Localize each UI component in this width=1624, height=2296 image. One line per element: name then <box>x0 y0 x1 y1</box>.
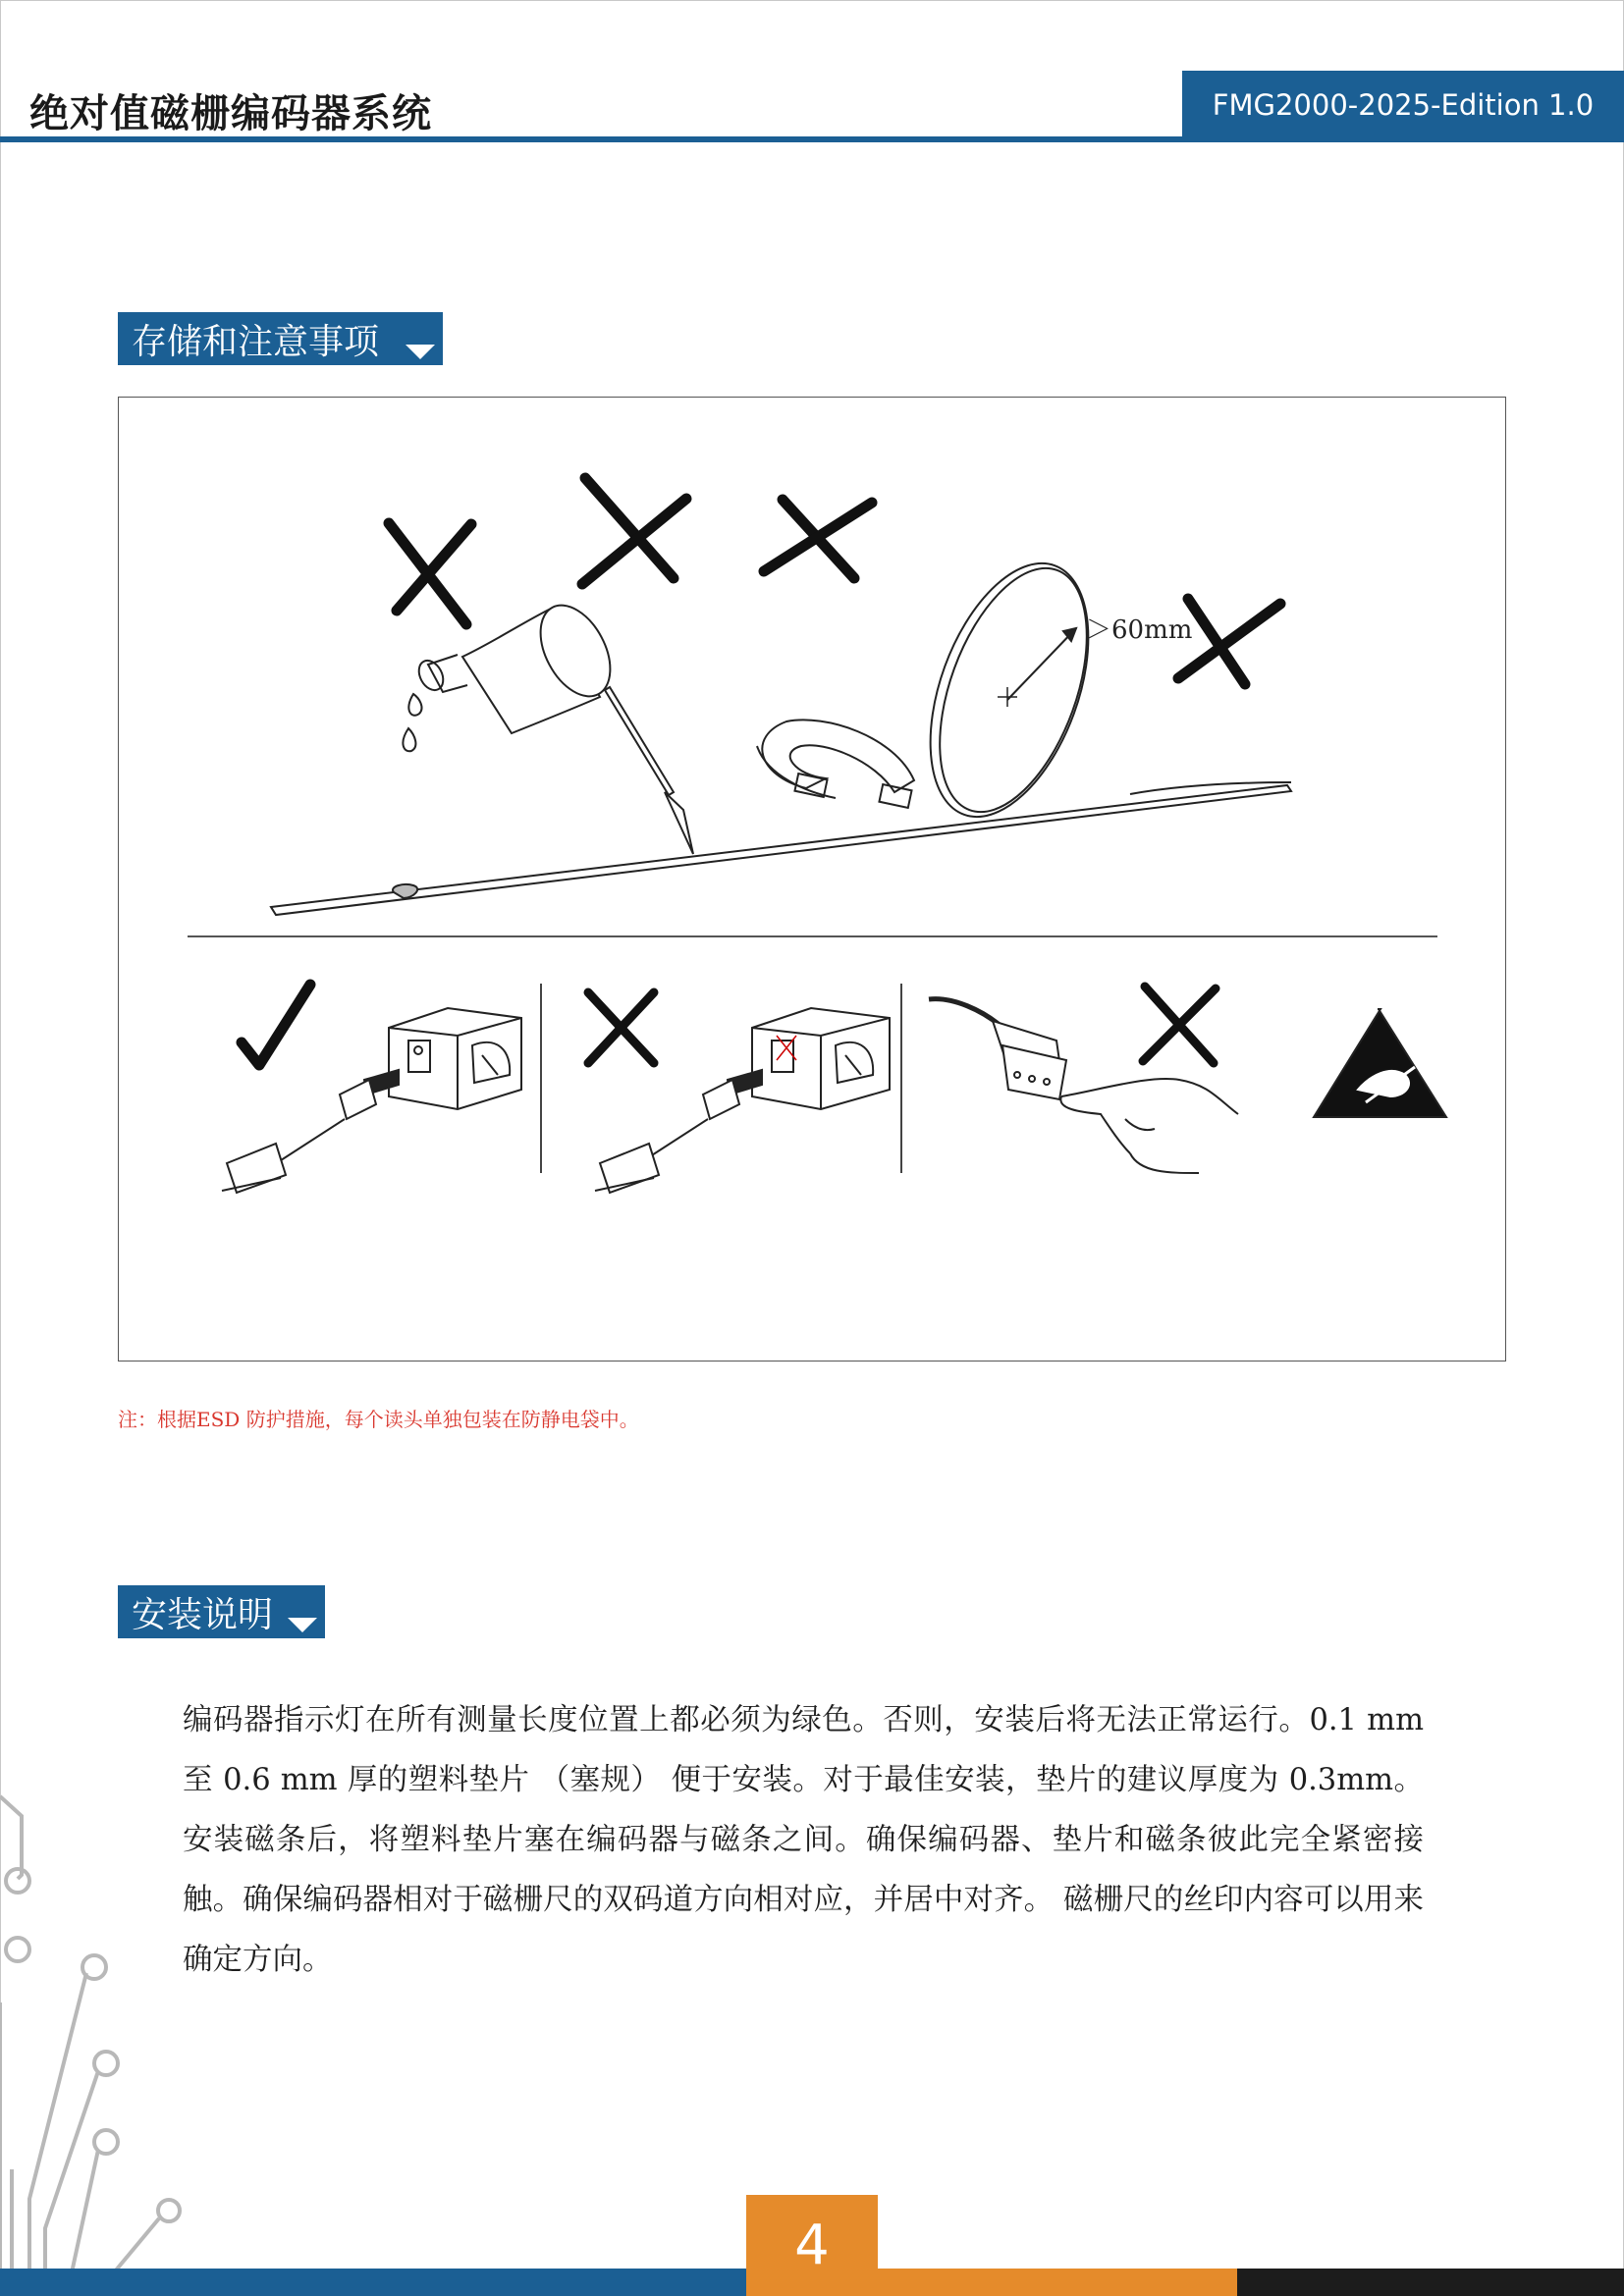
section-heading-storage <box>118 312 443 365</box>
scale-tape <box>271 782 1291 915</box>
page-number: 4 <box>746 2195 878 2296</box>
edition-badge: FMG2000-2025-Edition 1.0 <box>1182 71 1624 139</box>
triangle-down-icon <box>406 345 435 359</box>
encoder-cable-icon <box>222 1070 399 1193</box>
precautions-illustration <box>119 398 1507 1362</box>
cross-mark-icon <box>389 523 471 624</box>
circuit-decoration <box>0 1787 196 2277</box>
footer-bar-blue <box>0 2269 746 2296</box>
dimension-label: ＞60mm <box>1086 615 1193 645</box>
cross-mark-icon <box>1143 987 1216 1063</box>
esd-warning-icon <box>1314 1009 1446 1117</box>
section-heading-label: 存储和注意事项 <box>132 321 380 362</box>
power-supply-box-icon <box>752 1008 890 1109</box>
power-supply-box-icon <box>389 1008 521 1109</box>
finger-touch-icon <box>929 999 1238 1173</box>
cross-mark-icon <box>1178 599 1280 684</box>
check-mark-icon <box>242 985 310 1065</box>
cross-mark-icon <box>764 500 872 578</box>
cross-mark-icon <box>582 478 686 584</box>
footer-bar-black <box>1237 2269 1624 2296</box>
installation-paragraph: 编码器指示灯在所有测量长度位置上都必须为绿色。否则，安装后将无法正常运行。0.1 mm 至 0.6 mm 厚的塑料垫片 （塞规） 便于安装。对于最佳安装，垫片的建议厚度为 0.3mm。安装磁条后，将塑料垫片塞在编码器与磁条之间。确保编码器、垫片和磁条彼此完全紧密接触。确保编码器相对于磁栅尺的双码道方向相对应，并居中对齐。 磁栅尺的丝印内容可以用来确定方向。 <box>183 1703 1424 1977</box>
solvent-bottle-icon <box>393 594 624 898</box>
cross-mark-icon <box>588 992 654 1063</box>
section-heading-label: 安装说明 <box>132 1594 274 1635</box>
section-heading-installation <box>118 1585 325 1638</box>
document-title: 绝对值磁栅编码器系统 <box>29 91 432 136</box>
triangle-down-icon <box>288 1618 317 1632</box>
encoder-cable-icon <box>595 1070 762 1193</box>
scalpel-icon <box>605 687 693 854</box>
esd-note: 注：根据ESD 防护措施，每个读头单独包装在防静电袋中。 <box>118 1408 639 1431</box>
precautions-figure <box>118 397 1506 1362</box>
horseshoe-magnet-icon <box>757 720 914 807</box>
coiled-tape-icon <box>899 542 1119 838</box>
